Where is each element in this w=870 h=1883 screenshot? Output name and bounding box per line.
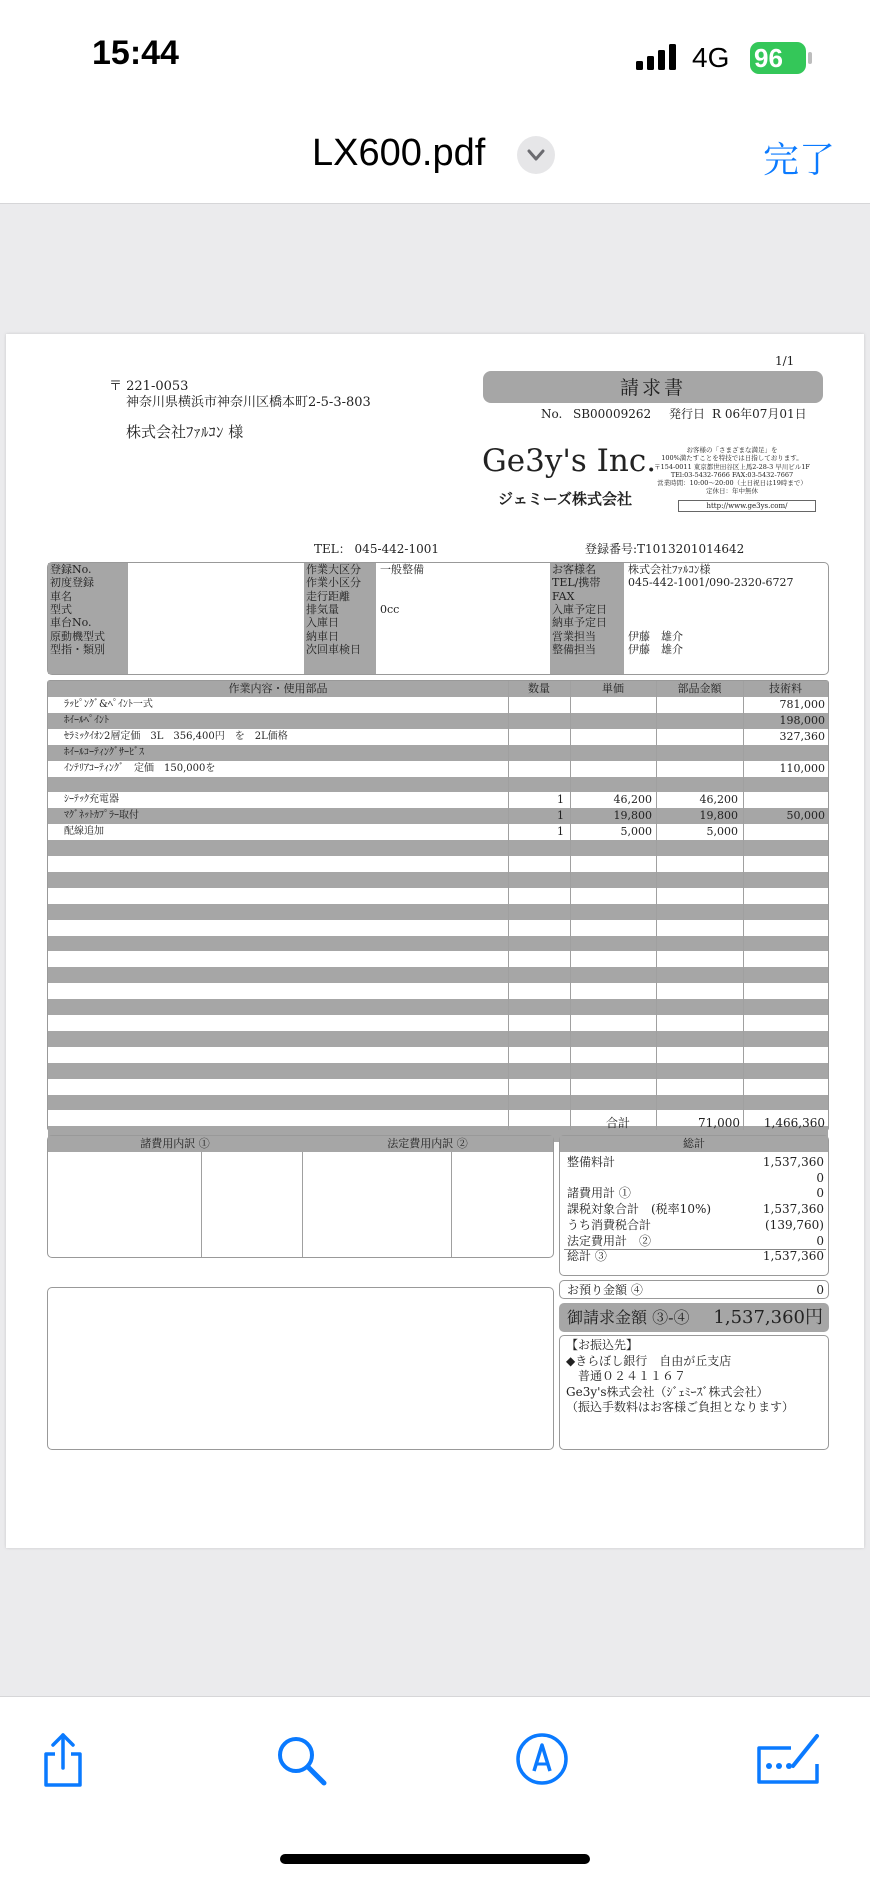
client-value: 伊藤 雄介 — [628, 642, 683, 656]
client-label: お客様名 — [552, 563, 596, 576]
page-number: 1/1 — [775, 354, 795, 368]
vehicle-label: 初度登録 — [50, 576, 94, 590]
table-row — [48, 824, 828, 840]
table-row — [48, 1031, 828, 1047]
client-value: 伊藤 雄介 — [628, 629, 683, 643]
invoice-number-label: No. — [541, 407, 563, 421]
home-indicator — [280, 1854, 590, 1864]
legal-fee-header: 法定費用内訳 ② — [387, 1137, 468, 1150]
header-item: 作業内容・使用部品 — [228, 682, 328, 695]
vehicle-label: 原動機型式 — [50, 629, 105, 643]
table-row — [48, 983, 828, 999]
work-label: 走行距離 — [306, 589, 350, 603]
pdf-page — [6, 334, 864, 1548]
row-tech-fee: 198,000 — [779, 713, 825, 727]
done-button[interactable]: 完了 — [763, 139, 836, 180]
row-unit-price: 5,000 — [620, 825, 652, 839]
row-parts-amount: 46,200 — [699, 793, 738, 807]
summary-value: 1,537,360 — [762, 1249, 824, 1264]
summary-value: 0 — [816, 1170, 824, 1185]
client-label: TEL/携帯 — [552, 576, 601, 590]
misc-fee-header: 諸費用内訳 ① — [140, 1137, 210, 1150]
work-label: 作業大区分 — [306, 563, 361, 576]
billing-banner — [559, 1303, 829, 1332]
summary-value: 0 — [816, 1186, 824, 1201]
row-item: 配線追加 — [64, 826, 104, 838]
row-qty: 1 — [557, 809, 564, 823]
battery-icon — [750, 42, 814, 74]
work-value: 0cc — [380, 602, 400, 616]
row-unit-price: 19,800 — [613, 809, 652, 823]
row-parts-amount: 19,800 — [699, 809, 738, 823]
title-banner — [483, 371, 823, 403]
summary-value: 1,537,360 — [762, 1202, 824, 1217]
header-parts-amount: 部品金額 — [677, 682, 722, 695]
registration-number: 登録番号:T1013201014642 — [585, 542, 745, 556]
client-label: 整備担当 — [552, 642, 596, 656]
work-value: 一般整備 — [380, 563, 424, 576]
billing-amount: 1,537,360円 — [713, 1307, 823, 1328]
issue-date: R 06年07月01日 — [712, 407, 807, 421]
row-item: ｼｰﾃｯｸ充電器 — [64, 794, 119, 806]
work-label: 納車日 — [306, 629, 339, 643]
file-title[interactable]: LX600.pdf — [312, 132, 486, 174]
table-row — [48, 967, 828, 983]
customer-address: 神奈川県横浜市神奈川区橋本町2-5-3-803 — [126, 395, 371, 410]
table-row — [48, 697, 828, 713]
subtotal-parts: 71,000 — [698, 1116, 740, 1130]
markup-icon[interactable] — [512, 1729, 572, 1789]
bottom-toolbar — [0, 1696, 870, 1883]
deposit-value: 0 — [816, 1283, 824, 1297]
client-value: 045-442-1001/090-2320-6727 — [628, 576, 794, 590]
table-row — [48, 856, 828, 872]
table-row — [48, 713, 828, 729]
bank-line: 【お振込先】 — [566, 1338, 639, 1352]
work-label: 排気量 — [306, 602, 339, 616]
status-time: 15:44 — [92, 34, 179, 72]
row-tech-fee: 110,000 — [779, 761, 825, 775]
table-row — [48, 808, 828, 824]
battery-level: 96 — [754, 43, 783, 73]
search-icon[interactable] — [272, 1731, 330, 1789]
client-label: 入庫予定日 — [552, 602, 607, 616]
chevron-down-icon[interactable] — [517, 136, 555, 174]
summary-value: (139,760) — [765, 1217, 824, 1232]
summary-value: 1,537,360 — [762, 1155, 824, 1169]
nav-bar — [0, 110, 870, 204]
notes-box — [47, 1287, 554, 1450]
tel-line: TEL： 045-442-1001 — [314, 542, 440, 556]
share-icon[interactable] — [34, 1731, 92, 1789]
row-tech-fee: 781,000 — [779, 698, 825, 711]
table-row — [48, 840, 828, 856]
work-label: 作業小区分 — [306, 576, 361, 590]
summary-label: 課税対象合計 (税率10%) — [567, 1202, 712, 1217]
summary-label: 法定費用計 ② — [567, 1233, 652, 1248]
table-row — [48, 745, 828, 761]
subtotal-label: 合計 — [606, 1116, 631, 1130]
row-item: ﾎｲｰﾙｺｰﾃｨﾝｸﾞｻｰﾋﾞｽ — [64, 746, 144, 758]
invoice-number: SB00009262 — [573, 407, 652, 421]
table-row — [48, 1047, 828, 1063]
client-label: FAX — [552, 589, 575, 603]
client-label: 営業担当 — [552, 629, 596, 643]
subtotal-fee: 1,466,360 — [763, 1116, 825, 1130]
client-label: 納車予定日 — [552, 616, 607, 630]
table-row — [48, 777, 828, 793]
summary-value: 0 — [816, 1233, 824, 1248]
postal-code: 〒 221-0053 — [109, 379, 189, 394]
row-unit-price: 46,200 — [613, 793, 652, 807]
status-bar — [0, 0, 870, 110]
vehicle-label: 登録No. — [50, 563, 92, 576]
summary-label: 整備料計 — [567, 1155, 616, 1169]
bank-line: 普通０２４１１６７ — [566, 1369, 687, 1383]
summary-label: 諸費用計 ① — [567, 1186, 631, 1201]
table-row — [48, 920, 828, 936]
vehicle-label: 型式 — [50, 602, 72, 616]
table-row — [48, 888, 828, 904]
table-row — [48, 872, 828, 888]
table-row — [48, 1095, 828, 1111]
table-row — [48, 761, 828, 777]
vehicle-label: 車台No. — [50, 616, 92, 630]
table-row — [48, 1079, 828, 1095]
vehicle-label: 型指・類別 — [50, 642, 105, 656]
row-tech-fee: 50,000 — [786, 809, 825, 823]
bank-line: （振込手数料はお客様ご負担となります） — [566, 1400, 795, 1414]
table-row — [48, 729, 828, 745]
network-label: 4G — [692, 42, 730, 73]
table-row — [48, 1063, 828, 1079]
row-item: ﾎｲｰﾙﾍﾟｲﾝﾄ — [64, 714, 109, 726]
table-row — [48, 1015, 828, 1031]
client-value: 株式会社ﾌｧﾙｺﾝ様 — [628, 563, 711, 576]
table-row — [48, 936, 828, 952]
row-item: ﾏｸﾞﾈｯﾄｶﾌﾟﾗｰ取付 — [64, 810, 139, 822]
issue-date-label: 発行日 — [669, 407, 706, 421]
document-title: 請求書 — [619, 377, 686, 399]
company-logo: Ge3y's Inc. — [482, 443, 657, 479]
row-item: ｾﾗﾐｯｸｲｵﾝ2層定価 3L 356,400円 を 2L価格 — [64, 730, 288, 742]
bank-line: ◆きらぼし銀行 自由が丘支店 — [566, 1353, 732, 1368]
table-row — [48, 999, 828, 1015]
row-item: ｲﾝﾃﾘｱｺｰﾃｨﾝｸﾞ 定価 150,000を — [64, 762, 216, 774]
deposit-label: お預り金額 ④ — [567, 1283, 643, 1297]
billing-label: 御請求金額 ③-④ — [567, 1308, 690, 1327]
company-name: ジェミーズ株式会社 — [498, 490, 632, 508]
fee-breakdown-box — [47, 1135, 554, 1258]
bank-info — [566, 1338, 794, 1416]
table-row — [48, 792, 828, 808]
row-item: ﾗｯﾋﾟﾝｸﾞ&ﾍﾟｲﾝﾄ一式 — [64, 699, 153, 710]
row-qty: 1 — [557, 793, 564, 807]
table-row — [48, 951, 828, 967]
customer-name: 株式会社ﾌｧﾙｺﾝ 様 — [126, 423, 244, 441]
company-url: http://www.ge3ys.com/ — [678, 500, 816, 512]
header-qty: 数量 — [528, 682, 550, 695]
work-label: 次回車検日 — [306, 642, 361, 656]
row-parts-amount: 5,000 — [706, 825, 738, 839]
row-qty: 1 — [557, 825, 564, 839]
bank-line: Ge3y's株式会社（ｼﾞｪﾐｰｽﾞ株式会社） — [566, 1384, 769, 1399]
header-tech-fee: 技術料 — [769, 682, 802, 695]
header-unit-price: 単価 — [602, 682, 624, 695]
table-row — [48, 904, 828, 920]
summary-label: うち消費税合計 — [567, 1217, 652, 1232]
work-label: 入庫日 — [306, 616, 339, 630]
summary-header: 総計 — [683, 1137, 705, 1150]
summary-label: 総計 ③ — [567, 1249, 607, 1264]
signature-icon[interactable] — [752, 1729, 826, 1789]
signal-icon — [636, 44, 680, 70]
vehicle-label: 車名 — [50, 589, 72, 603]
company-info: お客様の「さまざまな満足」を 100%満たすことを特技では日指しております。 〒154-0011 東京都世田谷区上馬2-28-3 早川ビル1F TEl:03-5432-7666 FAX:03-5432-7667 営業時間：10:00〜20:00（土日祝日は19時まで） 定休日：年中無休 — [654, 446, 810, 496]
row-tech-fee: 327,360 — [779, 729, 825, 743]
